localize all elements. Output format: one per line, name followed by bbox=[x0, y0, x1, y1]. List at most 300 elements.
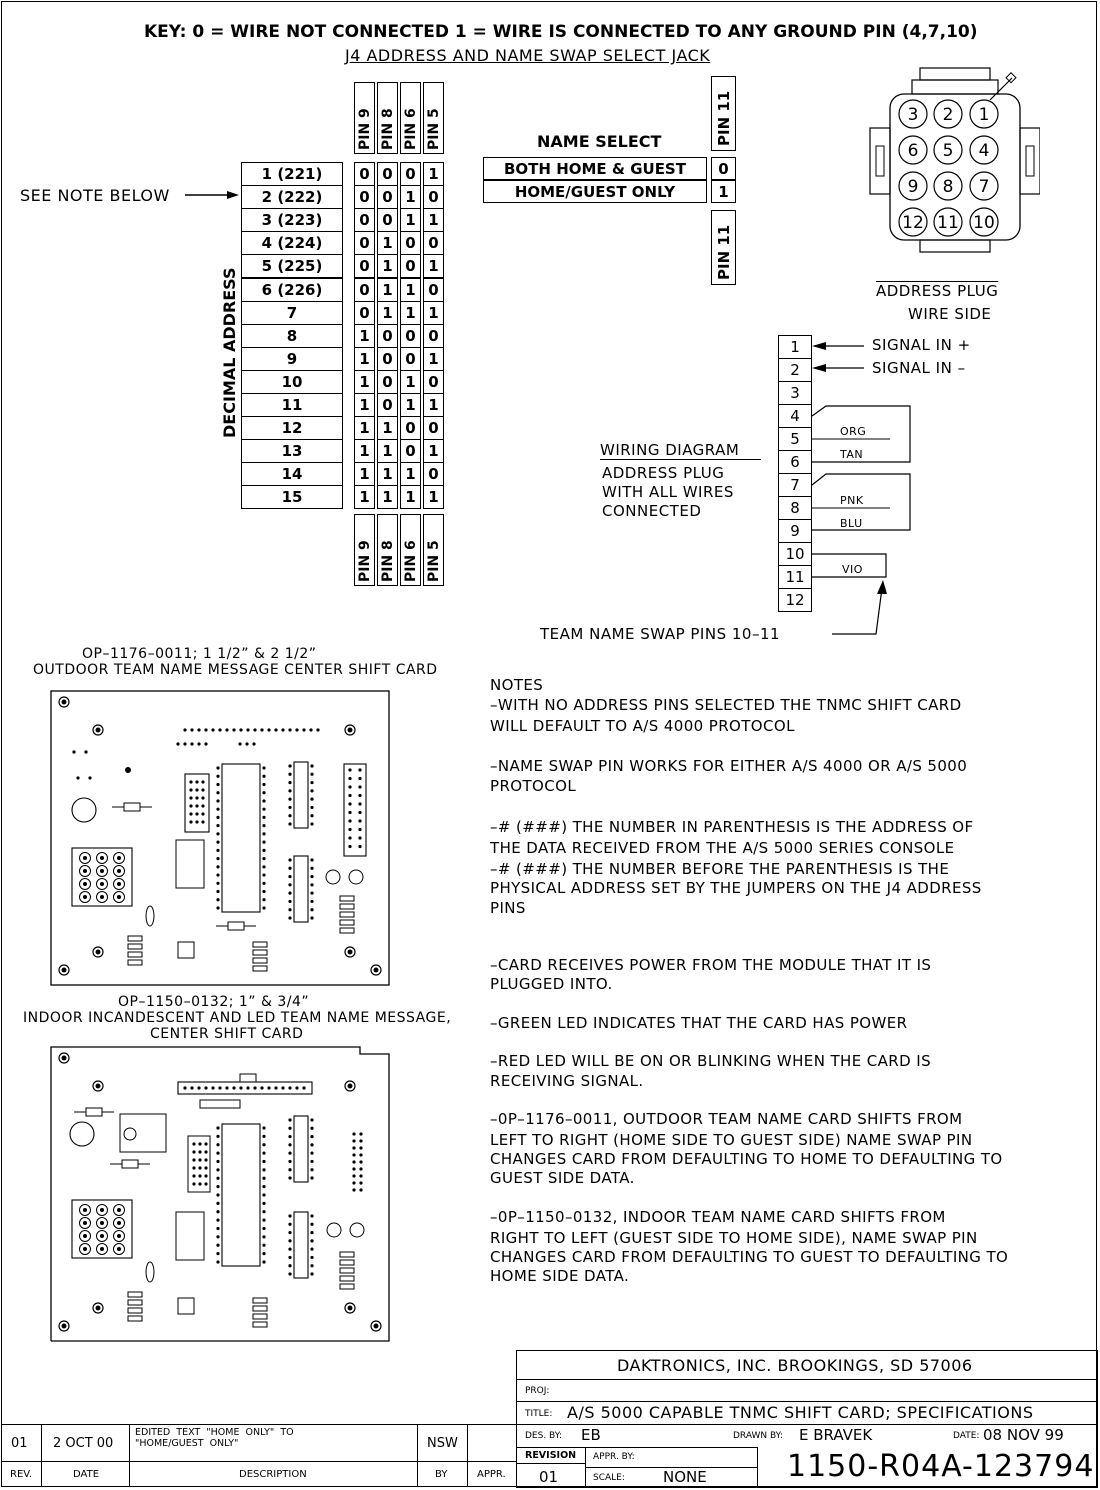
address-bit-cell: 1 bbox=[377, 231, 398, 255]
solder-dot bbox=[288, 1127, 291, 1130]
solder-dot bbox=[288, 764, 291, 767]
connector-pin-dot bbox=[100, 869, 104, 873]
solder-dot bbox=[262, 841, 265, 844]
solder-dot bbox=[262, 1193, 265, 1196]
connector-pin-dot bbox=[100, 1247, 104, 1251]
solder-dot bbox=[262, 1219, 265, 1222]
plug-pin-number: 8 bbox=[942, 177, 954, 197]
ic-chip bbox=[294, 1212, 308, 1278]
solder-dot bbox=[216, 1143, 219, 1146]
solder-dot bbox=[288, 916, 291, 919]
resistor-pack bbox=[253, 942, 267, 947]
card1-title-1: OP–1176–0011; 1 1/2” & 2 1/2” bbox=[82, 646, 317, 662]
solder-dot bbox=[310, 1214, 313, 1217]
resistor-pack bbox=[340, 1284, 354, 1289]
regulator bbox=[176, 1212, 204, 1260]
solder-dot bbox=[201, 788, 204, 791]
wiring-pin-cell: 1 bbox=[778, 335, 812, 359]
solder-dot bbox=[262, 1126, 265, 1129]
solder-dot bbox=[274, 728, 277, 731]
address-bit-cell: 1 bbox=[354, 439, 375, 463]
solder-dot bbox=[216, 799, 219, 802]
address-bit-cell: 1 bbox=[354, 416, 375, 440]
solder-dot bbox=[288, 781, 291, 784]
solder-dot bbox=[310, 908, 313, 911]
solder-dot bbox=[72, 750, 75, 753]
resistor-pack bbox=[128, 1292, 142, 1297]
card2-title-3: CENTER SHIFT CARD bbox=[150, 1026, 304, 1042]
wiring-pin-cell: 11 bbox=[778, 565, 812, 589]
note-line: –CARD RECEIVES POWER FROM THE MODULE THAT IT IS bbox=[490, 956, 932, 974]
solder-dot bbox=[288, 822, 291, 825]
solder-dot bbox=[253, 1086, 256, 1089]
solder-dot bbox=[359, 1167, 362, 1170]
solder-dot bbox=[216, 1202, 219, 1205]
rev-col-4 bbox=[467, 1425, 468, 1487]
connector-pin-dot bbox=[83, 1247, 87, 1251]
solder-dot bbox=[358, 794, 361, 797]
solder-dot bbox=[204, 728, 207, 731]
solder-dot bbox=[218, 728, 221, 731]
solder-dot bbox=[262, 1202, 265, 1205]
solder-dot bbox=[262, 1143, 265, 1146]
transistor bbox=[178, 1298, 194, 1314]
address-bit-cell: 1 bbox=[377, 278, 398, 302]
plug-pin-number: 2 bbox=[942, 105, 954, 125]
solder-dot bbox=[192, 1158, 195, 1161]
solder-dot bbox=[288, 1143, 291, 1146]
solder-dot bbox=[288, 1086, 291, 1089]
solder-dot bbox=[262, 890, 265, 893]
mounting-hole-center bbox=[96, 1084, 101, 1089]
solder-dot bbox=[197, 742, 200, 745]
led bbox=[70, 1122, 94, 1146]
solder-dot bbox=[288, 1152, 291, 1155]
solder-dot bbox=[348, 828, 351, 831]
solder-dot bbox=[225, 728, 228, 731]
mounting-hole-center bbox=[62, 1324, 67, 1329]
solder-dot bbox=[309, 728, 312, 731]
see-note-label: SEE NOTE BELOW bbox=[20, 186, 170, 205]
tb-line-2 bbox=[517, 1401, 1097, 1402]
wiring-desc-1: ADDRESS PLUG bbox=[602, 464, 725, 482]
decimal-address-label: DECIMAL ADDRESS bbox=[220, 267, 239, 438]
resistor-pack bbox=[128, 952, 142, 957]
address-bit-cell: 0 bbox=[423, 278, 444, 302]
solder-dot bbox=[195, 780, 198, 783]
solder-dot bbox=[359, 1174, 362, 1177]
solder-dot bbox=[352, 1139, 355, 1142]
rev-header-appr: APPR. bbox=[477, 1469, 506, 1480]
resistor-pack bbox=[340, 1276, 354, 1281]
solder-dot bbox=[348, 819, 351, 822]
ic-chip bbox=[222, 1124, 260, 1266]
name-option-home-guest bbox=[483, 180, 707, 203]
solder-dot bbox=[204, 1166, 207, 1169]
solder-dot bbox=[352, 1167, 355, 1170]
note-line: –0P–1176–0011, OUTDOOR TEAM NAME CARD SHIFTS FROM bbox=[490, 1110, 963, 1128]
solder-dot bbox=[239, 1086, 242, 1089]
solder-dot bbox=[195, 812, 198, 815]
wire-org: ORG bbox=[840, 425, 867, 438]
address-bit-cell: 0 bbox=[354, 231, 375, 255]
address-bit-cell: 1 bbox=[400, 370, 421, 394]
solder-dot bbox=[245, 742, 248, 745]
solder-dot bbox=[359, 1160, 362, 1163]
solder-dot bbox=[216, 783, 219, 786]
solder-dot bbox=[211, 728, 214, 731]
solder-dot bbox=[189, 780, 192, 783]
solder-dot bbox=[352, 1132, 355, 1135]
resistor-pack bbox=[253, 950, 267, 955]
solder-dot bbox=[358, 768, 361, 771]
wire-blu: BLU bbox=[840, 517, 863, 530]
connector-pin-dot bbox=[100, 882, 104, 886]
connector-pin-dot bbox=[83, 869, 87, 873]
connector-pin-dot bbox=[100, 1234, 104, 1238]
plug-pin-number: 7 bbox=[978, 177, 990, 197]
solder-dot bbox=[246, 1086, 249, 1089]
rev-header-by: BY bbox=[435, 1469, 448, 1480]
connector-pin-dot bbox=[83, 882, 87, 886]
solder-dot bbox=[192, 1182, 195, 1185]
proj-label: PROJ: bbox=[525, 1386, 550, 1396]
solder-dot bbox=[359, 1153, 362, 1156]
rev-header-description: DESCRIPTION bbox=[239, 1469, 307, 1480]
solder-dot bbox=[348, 802, 351, 805]
solder-dot bbox=[225, 1086, 228, 1089]
solder-dot bbox=[358, 777, 361, 780]
solder-dot bbox=[262, 1160, 265, 1163]
connector-pin-dot bbox=[117, 1221, 121, 1225]
solder-dot bbox=[295, 1086, 298, 1089]
address-bit-cell: 0 bbox=[377, 370, 398, 394]
resistor-pack bbox=[128, 1316, 142, 1321]
drawing-date: 08 NOV 99 bbox=[983, 1426, 1064, 1444]
solder-dot bbox=[310, 781, 313, 784]
name-option-home-guest-label: HOME/GUEST ONLY bbox=[514, 182, 676, 201]
solder-dot bbox=[262, 849, 265, 852]
wiring-desc-2: WITH ALL WIRES bbox=[602, 483, 734, 501]
solder-dot bbox=[288, 1231, 291, 1234]
resistor-pack bbox=[253, 966, 267, 971]
resistor-pack bbox=[128, 1308, 142, 1313]
tb-line-4 bbox=[517, 1447, 757, 1448]
card2-title-1: OP–1150–0132; 1” & 3/4” bbox=[118, 994, 310, 1010]
solder-dot bbox=[201, 812, 204, 815]
connector-pin-dot bbox=[117, 1247, 121, 1251]
address-label-cell: 14 bbox=[241, 462, 343, 486]
address-bit-cell: 1 bbox=[423, 301, 444, 325]
solder-dot bbox=[288, 1160, 291, 1163]
wiring-pin-cell: 8 bbox=[778, 496, 812, 520]
address-bit-cell: 1 bbox=[400, 462, 421, 486]
solder-dot bbox=[359, 1132, 362, 1135]
note-line: –0P–1150–0132, INDOOR TEAM NAME CARD SHIFTS FROM bbox=[490, 1208, 946, 1226]
address-bit-cell: 0 bbox=[377, 324, 398, 348]
solder-dot bbox=[348, 794, 351, 797]
connector-pin-dot bbox=[100, 1221, 104, 1225]
capacitor bbox=[326, 870, 340, 884]
note-line: PLUGGED INTO. bbox=[490, 975, 613, 993]
solder-dot bbox=[252, 742, 255, 745]
solder-dot bbox=[195, 796, 198, 799]
solder-dot bbox=[288, 814, 291, 817]
solder-dot bbox=[358, 845, 361, 848]
solder-dot bbox=[211, 1086, 214, 1089]
solder-dot bbox=[204, 742, 207, 745]
solder-dot bbox=[358, 785, 361, 788]
note-line: –WITH NO ADDRESS PINS SELECTED THE TNMC SHIFT CARD bbox=[490, 696, 962, 714]
note-line: –RED LED WILL BE ON OR BLINKING WHEN THE CARD IS bbox=[490, 1052, 931, 1070]
connector-pin-dot bbox=[117, 1208, 121, 1212]
card1-title-2: OUTDOOR TEAM NAME MESSAGE CENTER SHIFT CARD bbox=[33, 662, 438, 678]
plug-pin-number: 12 bbox=[902, 213, 924, 233]
address-bit-cell: 1 bbox=[377, 254, 398, 278]
connector-pin-dot bbox=[117, 895, 121, 899]
solder-dot bbox=[288, 900, 291, 903]
wiring-pin-cell: 12 bbox=[778, 588, 812, 612]
resistor-pack bbox=[340, 896, 354, 901]
solder-dot bbox=[183, 1086, 186, 1089]
solder-dot bbox=[310, 1160, 313, 1163]
resistor-pack bbox=[340, 1260, 354, 1265]
solder-dot bbox=[262, 1235, 265, 1238]
solder-dot bbox=[288, 1168, 291, 1171]
note-line: PHYSICAL ADDRESS SET BY THE JUMPERS ON THE J4 ADDRESS bbox=[490, 879, 982, 897]
resistor-pack bbox=[253, 1322, 267, 1327]
appr-label: APPR. BY: bbox=[593, 1452, 635, 1462]
solder-dot bbox=[84, 750, 87, 753]
solder-dot bbox=[198, 1150, 201, 1153]
wiring-lines bbox=[760, 330, 1080, 650]
address-bit-cell: 1 bbox=[377, 439, 398, 463]
name-value-1: 1 bbox=[718, 182, 729, 201]
solder-dot bbox=[201, 820, 204, 823]
pin-header-bottom-label: PIN 6 bbox=[403, 540, 419, 582]
solder-dot bbox=[352, 1174, 355, 1177]
name-option-both-label: BOTH HOME & GUEST bbox=[504, 159, 686, 178]
connector-pin-dot bbox=[83, 1234, 87, 1238]
solder-dot bbox=[204, 1158, 207, 1161]
resistor-pack bbox=[340, 928, 354, 933]
solder-dot bbox=[76, 776, 79, 779]
solder-dot bbox=[262, 799, 265, 802]
address-bit-cell: 1 bbox=[354, 393, 375, 417]
address-bit-cell: 0 bbox=[354, 301, 375, 325]
solder-dot bbox=[262, 808, 265, 811]
note-line: –NAME SWAP PIN WORKS FOR EITHER A/S 4000 OR A/S 5000 bbox=[490, 757, 968, 775]
part bbox=[200, 1100, 240, 1108]
address-bit-cell: 1 bbox=[423, 393, 444, 417]
address-bit-cell: 0 bbox=[354, 254, 375, 278]
connector-pin-dot bbox=[83, 1208, 87, 1212]
solder-dot bbox=[310, 1168, 313, 1171]
mounting-hole-center bbox=[374, 968, 379, 973]
connector-pin-dot bbox=[83, 856, 87, 860]
date-label: DATE: bbox=[953, 1431, 980, 1441]
solder-dot bbox=[310, 900, 313, 903]
resistor-pack bbox=[253, 1314, 267, 1319]
resistor-pack bbox=[128, 944, 142, 949]
address-bit-cell: 1 bbox=[354, 485, 375, 509]
rev-col-2 bbox=[129, 1425, 130, 1487]
solder-dot bbox=[310, 1256, 313, 1259]
address-bit-cell: 1 bbox=[354, 347, 375, 371]
scale-value: NONE bbox=[663, 1468, 707, 1486]
solder-dot bbox=[262, 898, 265, 901]
transistor bbox=[178, 942, 194, 958]
address-bit-cell: 1 bbox=[377, 416, 398, 440]
drawing-number: 1150-R04A-123794 bbox=[787, 1449, 1095, 1484]
address-bit-cell: 0 bbox=[400, 254, 421, 278]
solder-dot bbox=[197, 1086, 200, 1089]
ic-chip bbox=[294, 856, 308, 922]
solder-dot bbox=[352, 1146, 355, 1149]
mounting-hole-center bbox=[96, 1306, 101, 1311]
solder-dot bbox=[310, 1127, 313, 1130]
resistor-pack bbox=[253, 958, 267, 963]
plug-pin-number: 4 bbox=[978, 141, 990, 161]
solder-dot bbox=[88, 776, 91, 779]
wiring-pin-cell: 5 bbox=[778, 427, 812, 451]
solder-dot bbox=[195, 788, 198, 791]
address-label-cell: 1 (221) bbox=[241, 162, 343, 186]
name-value-0: 0 bbox=[718, 159, 729, 178]
solder-dot bbox=[189, 788, 192, 791]
solder-dot bbox=[216, 791, 219, 794]
solder-dot bbox=[310, 875, 313, 878]
address-label-cell: 8 bbox=[241, 324, 343, 348]
connector-pin-dot bbox=[117, 856, 121, 860]
address-bit-cell: 1 bbox=[400, 278, 421, 302]
wiring-pin-cell: 10 bbox=[778, 542, 812, 566]
solder-dot bbox=[246, 728, 249, 731]
note-line: HOME SIDE DATA. bbox=[490, 1267, 630, 1285]
solder-dot bbox=[216, 906, 219, 909]
crystal bbox=[146, 1262, 154, 1282]
resistor-body bbox=[122, 1160, 138, 1168]
tb-line-rev bbox=[517, 1463, 585, 1464]
address-bit-cell: 1 bbox=[423, 208, 444, 232]
solder-dot bbox=[288, 892, 291, 895]
resistor-body bbox=[124, 803, 140, 811]
mounting-hole-center bbox=[62, 968, 67, 973]
solder-dot bbox=[310, 814, 313, 817]
solder-dot bbox=[216, 824, 219, 827]
solder-dot bbox=[262, 857, 265, 860]
solder-dot bbox=[262, 882, 265, 885]
solder-dot bbox=[192, 1166, 195, 1169]
solder-dot bbox=[216, 857, 219, 860]
solder-dot bbox=[216, 1168, 219, 1171]
solder-dot bbox=[183, 742, 186, 745]
company-line: DAKTRONICS, INC. BROOKINGS, SD 57006 bbox=[617, 1356, 973, 1375]
solder-dot bbox=[288, 1264, 291, 1267]
pin-header-top-label: PIN 6 bbox=[403, 108, 419, 150]
solder-dot bbox=[232, 1086, 235, 1089]
solder-dot bbox=[359, 1139, 362, 1142]
revision-table bbox=[1, 1424, 517, 1488]
solder-dot bbox=[274, 1086, 277, 1089]
wiring-pin-cell: 3 bbox=[778, 381, 812, 405]
solder-dot bbox=[198, 1142, 201, 1145]
solder-dot bbox=[358, 836, 361, 839]
solder-dot bbox=[359, 1188, 362, 1191]
address-bit-cell: 1 bbox=[423, 254, 444, 278]
solder-dot bbox=[204, 1150, 207, 1153]
solder-dot bbox=[253, 728, 256, 731]
address-bit-cell: 1 bbox=[423, 162, 444, 186]
solder-dot bbox=[310, 1239, 313, 1242]
wire-vio: VIO bbox=[842, 563, 863, 576]
solder-dot bbox=[288, 773, 291, 776]
address-bit-cell: 0 bbox=[354, 162, 375, 186]
wiring-pin-cell: 7 bbox=[778, 473, 812, 497]
address-bit-cell: 1 bbox=[423, 347, 444, 371]
solder-dot bbox=[310, 867, 313, 870]
resistor-body bbox=[86, 1108, 102, 1116]
name-option-both bbox=[483, 157, 707, 180]
note-line: PINS bbox=[490, 899, 526, 917]
note-line: WILL DEFAULT TO A/S 4000 PROTOCOL bbox=[490, 717, 795, 735]
solder-dot bbox=[192, 1142, 195, 1145]
solder-dot bbox=[310, 1152, 313, 1155]
wire-tan: TAN bbox=[840, 448, 864, 461]
rev-header-date: DATE bbox=[73, 1469, 100, 1480]
solder-dot bbox=[216, 882, 219, 885]
wiring-pin-cell: 6 bbox=[778, 450, 812, 474]
see-note-arrow bbox=[185, 186, 241, 206]
plug-pin-number: 11 bbox=[937, 213, 959, 233]
address-label-cell: 12 bbox=[241, 416, 343, 440]
solder-dot bbox=[288, 908, 291, 911]
note-line: PROTOCOL bbox=[490, 777, 577, 795]
solder-dot bbox=[216, 890, 219, 893]
plug-pin-number: 1 bbox=[978, 105, 990, 125]
solder-dot bbox=[216, 1193, 219, 1196]
solder-dot bbox=[201, 796, 204, 799]
solder-dot bbox=[198, 1174, 201, 1177]
address-bit-cell: 0 bbox=[377, 347, 398, 371]
solder-dot bbox=[310, 1143, 313, 1146]
connector-pin-dot bbox=[100, 856, 104, 860]
solder-dot bbox=[352, 1188, 355, 1191]
solder-dot bbox=[216, 1135, 219, 1138]
note-line: GUEST SIDE DATA. bbox=[490, 1169, 635, 1187]
solder-dot bbox=[288, 867, 291, 870]
solder-dot bbox=[310, 806, 313, 809]
solder-dot bbox=[310, 1135, 313, 1138]
resistor-pack bbox=[340, 912, 354, 917]
address-bit-cell: 0 bbox=[423, 324, 444, 348]
address-bit-cell: 1 bbox=[423, 439, 444, 463]
solder-dot bbox=[262, 1152, 265, 1155]
solder-dot bbox=[204, 1142, 207, 1145]
address-label-cell: 7 bbox=[241, 301, 343, 325]
solder-dot bbox=[190, 742, 193, 745]
address-label-cell: 3 (223) bbox=[241, 208, 343, 232]
solder-dot bbox=[201, 804, 204, 807]
solder-dot bbox=[262, 1252, 265, 1255]
solder-dot bbox=[302, 728, 305, 731]
solder-dot bbox=[216, 1185, 219, 1188]
resistor-pack bbox=[128, 960, 142, 965]
solder-dot bbox=[198, 1166, 201, 1169]
solder-dot bbox=[288, 1239, 291, 1242]
address-label-cell: 9 bbox=[241, 347, 343, 371]
mounting-hole-center bbox=[348, 1084, 353, 1089]
